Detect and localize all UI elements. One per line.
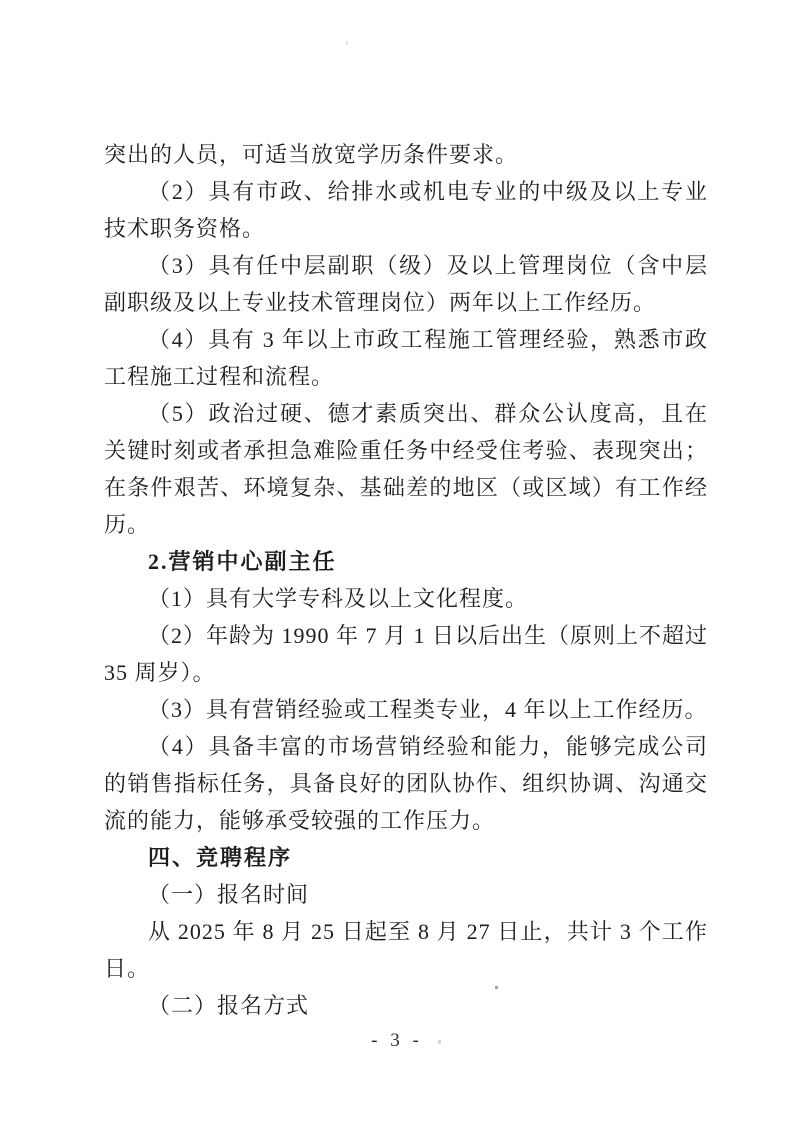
requirement-item: （3）具有营销经验或工程类专业，4 年以上工作经历。 bbox=[148, 697, 708, 722]
requirement-item: （4）具有 3 年以上市政工程施工管理经验，熟悉市政工程施工过程和流程。 bbox=[104, 327, 708, 389]
scan-speck bbox=[495, 986, 498, 989]
paragraph-continuation: 突出的人员，可适当放宽学历条件要求。 bbox=[104, 142, 519, 167]
requirement-item: （2）年龄为 1990 年 7 月 1 日以后出生（原则上不超过 35 周岁）。 bbox=[104, 623, 709, 685]
requirement-item: （5）政治过硬、德才素质突出、群众公认度高，且在关键时刻或者承担急难险重任务中经受住考验、表现突出；在条件艰苦、环境复杂、基础差的地区（或区域）有工作经历。 bbox=[104, 401, 708, 537]
section-heading-competition-procedure: 四、竞聘程序 bbox=[148, 845, 293, 870]
page-number: - 3 - bbox=[371, 1030, 423, 1051]
requirement-item: （3）具有任中层副职（级）及以上管理岗位（含中层副职级及以上专业技术管理岗位）两年以上工作经历。 bbox=[104, 253, 708, 315]
document-body bbox=[104, 136, 708, 1024]
scan-speck bbox=[346, 41, 348, 45]
position-heading-marketing-deputy-director: 2.营销中心副主任 bbox=[148, 549, 337, 574]
requirement-item: （2）具有市政、给排水或机电专业的中级及以上专业技术职务资格。 bbox=[104, 179, 708, 241]
subsection-heading-registration-time: （一）报名时间 bbox=[148, 882, 310, 907]
scan-speck bbox=[438, 1040, 441, 1044]
subsection-heading-registration-method: （二）报名方式 bbox=[148, 993, 310, 1018]
body-paragraph-registration-dates: 从 2025 年 8 月 25 日起至 8 月 27 日止，共计 3 个工作日。 bbox=[104, 919, 708, 981]
requirement-item: （4）具备丰富的市场营销经验和能力，能够完成公司的销售指标任务，具备良好的团队协作、组织协调、沟通交流的能力，能够承受较强的工作压力。 bbox=[104, 734, 708, 833]
requirement-item: （1）具有大学专科及以上文化程度。 bbox=[148, 586, 529, 611]
